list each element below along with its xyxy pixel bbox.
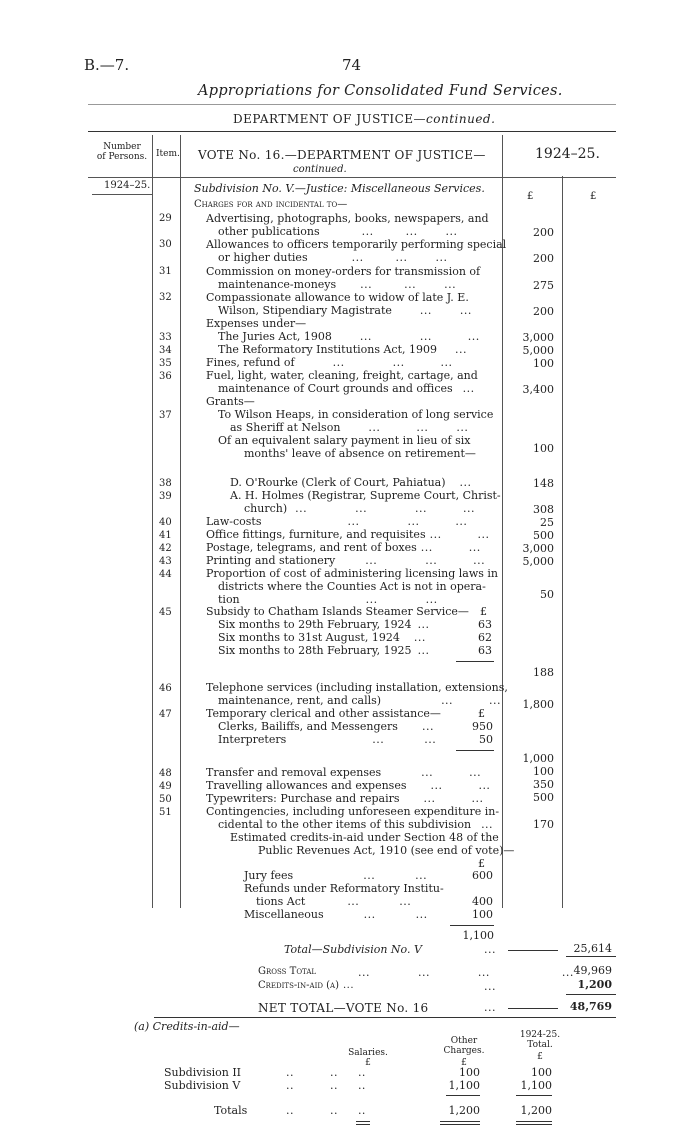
credits-rule bbox=[450, 925, 494, 926]
item-number: 33 bbox=[159, 332, 172, 343]
item-number: 42 bbox=[159, 543, 172, 554]
item-text: The Juries Act, 1908 ... ... ... bbox=[218, 330, 480, 343]
department-name: DEPARTMENT OF JUSTICE bbox=[233, 112, 414, 126]
item-text-main: Law-costs bbox=[206, 515, 262, 528]
item-number: 32 bbox=[159, 292, 172, 303]
col-item: Item. bbox=[156, 149, 180, 159]
credit-label: Miscellaneous bbox=[244, 908, 324, 921]
item-text-cont: church) bbox=[244, 502, 288, 515]
footnote-dbl-a2 bbox=[356, 1124, 370, 1125]
credit-line: Miscellaneous ... ... bbox=[244, 908, 428, 921]
item-number: 29 bbox=[159, 213, 172, 224]
net-total-value: 48,769 bbox=[569, 1000, 612, 1013]
item-number: 49 bbox=[159, 781, 172, 792]
credit-value: 600 bbox=[472, 869, 493, 882]
subdivision-total-value: 25,614 bbox=[573, 942, 612, 955]
document-ref: B.—7. bbox=[84, 56, 130, 74]
item-number: 50 bbox=[159, 794, 172, 805]
net-dots: ... bbox=[484, 1001, 496, 1014]
item-number: 47 bbox=[159, 709, 172, 720]
credit-label: Jury fees bbox=[244, 869, 294, 882]
item-text: as Sheriff at Nelson ... ... ... bbox=[230, 421, 469, 434]
item-text: Travelling allowances and expenses ... ... bbox=[206, 779, 491, 792]
item-amount: 275 bbox=[533, 279, 554, 292]
subsidy-label: Six months to 28th February, 1925 bbox=[218, 644, 412, 657]
item-amount: 308 bbox=[533, 503, 554, 516]
item-text: Subsidy to Chatham Islands Steamer Service— bbox=[206, 605, 469, 618]
col-rule-2 bbox=[180, 135, 181, 908]
item-number: 45 bbox=[159, 607, 172, 618]
item-text-cont: Wilson, Stipendiary Magistrate bbox=[218, 304, 392, 317]
item-amount: 200 bbox=[533, 252, 554, 265]
item-number: 31 bbox=[159, 266, 172, 277]
vote-continued: continued. bbox=[293, 164, 347, 175]
item-number: 43 bbox=[159, 556, 172, 567]
item-text: districts where the Counties Act is not in opera- bbox=[218, 580, 486, 593]
year-header: 1924–25. bbox=[535, 146, 600, 162]
footnote-col-year bbox=[512, 1030, 568, 1050]
footnote-col-other-1: Other bbox=[450, 1036, 478, 1046]
credit-line: Refunds under Reformatory Institu- bbox=[244, 882, 444, 895]
assist-label: Interpreters bbox=[218, 733, 287, 746]
item-text: cidental to the other items of this subdivision ... bbox=[218, 818, 494, 831]
footnote-row-label: Subdivision II bbox=[164, 1066, 242, 1079]
footnote-dbl-c1 bbox=[516, 1121, 552, 1122]
footnote-pound: £ bbox=[537, 1052, 543, 1062]
item-text: Expenses under— bbox=[206, 317, 307, 330]
header-bottom-rule bbox=[88, 177, 616, 178]
item-text: Of an equivalent salary payment in lieu of six bbox=[218, 434, 471, 447]
item-amount: 3,400 bbox=[522, 383, 554, 396]
item-number: 51 bbox=[159, 807, 172, 818]
assist-value: 950 bbox=[472, 720, 493, 733]
credits-in-aid-label: Credits-in-aid (a) ... bbox=[258, 980, 355, 991]
vote-title: VOTE No. 16.—DEPARTMENT OF JUSTICE— bbox=[198, 148, 486, 162]
item-number: 36 bbox=[159, 371, 172, 382]
page-number: 74 bbox=[342, 56, 362, 74]
item-text-cont: tion bbox=[218, 593, 240, 606]
footnote-rule-a bbox=[446, 1095, 480, 1096]
subsidy-rule bbox=[456, 661, 494, 662]
item-amount: 200 bbox=[533, 305, 554, 318]
footnote-dbl-b1 bbox=[440, 1121, 480, 1122]
item-text-main: Typewriters: Purchase and repairs bbox=[206, 792, 400, 805]
credits-heading: Public Revenues Act, 1910 (see end of vote)— bbox=[258, 844, 515, 857]
assist-value: 50 bbox=[479, 733, 493, 746]
item-text: Allowances to officers temporarily performing special bbox=[206, 238, 507, 251]
item-text-main: Office fittings, furniture, and requisites bbox=[206, 528, 426, 541]
item-text: Office fittings, furniture, and requisites ... ... bbox=[206, 528, 490, 541]
assist-label: Clerks, Bailiffs, and Messengers bbox=[218, 720, 398, 733]
persons-year-rule bbox=[92, 194, 152, 195]
item-text: Compassionate allowance to widow of late J. E. bbox=[206, 291, 469, 304]
footnote-dbl-b2 bbox=[440, 1124, 480, 1125]
item-amount: 25 bbox=[540, 516, 554, 529]
subsidy-value: 63 bbox=[478, 618, 492, 631]
table-bottom-rule bbox=[154, 1017, 616, 1018]
credit-label: tions Act bbox=[256, 895, 306, 908]
item-text: Grants— bbox=[206, 395, 255, 408]
item-text: maintenance, rent, and calls) ... ... bbox=[218, 694, 502, 707]
total-rule-b bbox=[566, 956, 616, 957]
credits-total: 1,100 bbox=[462, 929, 494, 942]
footnote-col-other bbox=[436, 1036, 492, 1056]
item-number: 30 bbox=[159, 239, 172, 250]
item-text-main: D. O'Rourke (Clerk of Court, Pahiatua) bbox=[230, 476, 446, 489]
total-rule-a bbox=[508, 950, 558, 951]
credit-value: 400 bbox=[472, 895, 493, 908]
gross-dots: ... ... ... ... bbox=[358, 966, 574, 979]
item-number: 39 bbox=[159, 491, 172, 502]
subsidy-label: Six months to 31st August, 1924 bbox=[218, 631, 400, 644]
footnote-rule-b bbox=[516, 1095, 552, 1096]
item-amount: 500 bbox=[533, 529, 554, 542]
item-text: Proportion of cost of administering licensing laws in bbox=[206, 567, 499, 580]
item-amount: 100 bbox=[533, 357, 554, 370]
footnote-other: 100 bbox=[459, 1066, 480, 1079]
net-total-label: NET TOTAL—VOTE No. 16 bbox=[258, 1001, 429, 1015]
assist-pound: £ bbox=[478, 707, 485, 720]
item-amount: 100 bbox=[533, 442, 554, 455]
col-rule-1 bbox=[152, 135, 153, 908]
total-dots: ... bbox=[484, 943, 496, 956]
subsidy-pound: £ bbox=[480, 605, 487, 618]
footnote-totals-total: 1,200 bbox=[520, 1104, 552, 1117]
assist-line: Clerks, Bailiffs, and Messengers ... bbox=[218, 720, 434, 733]
item-text-cont: maintenance-moneys bbox=[218, 278, 337, 291]
item-number: 35 bbox=[159, 358, 172, 369]
assist-rule bbox=[456, 750, 494, 751]
subsidy-total: 188 bbox=[533, 666, 554, 679]
footnote-row-label: Subdivision V bbox=[164, 1079, 241, 1092]
item-text: Temporary clerical and other assistance— bbox=[206, 707, 441, 720]
item-text: Fuel, light, water, cleaning, freight, cartage, and bbox=[206, 369, 478, 382]
item-number: 48 bbox=[159, 768, 172, 779]
department-heading bbox=[233, 112, 495, 126]
credits-dots: ... bbox=[484, 980, 496, 993]
item-text: other publications ... ... ... bbox=[218, 225, 458, 238]
footnote-col-salaries: Salaries. bbox=[348, 1048, 388, 1058]
item-text-cont: maintenance, rent, and calls) bbox=[218, 694, 382, 707]
item-amount: 3,000 bbox=[522, 542, 554, 555]
item-number: 38 bbox=[159, 478, 172, 489]
subsidy-line: Six months to 31st August, 1924 ... bbox=[218, 631, 426, 644]
item-text-main: Printing and stationery bbox=[206, 554, 336, 567]
item-amount: 5,000 bbox=[522, 344, 554, 357]
gross-total-label: Gross Total bbox=[258, 966, 317, 977]
item-text: Commission on money-orders for transmission of bbox=[206, 265, 481, 278]
item-text-main: The Juries Act, 1908 bbox=[218, 330, 332, 343]
credits-in-aid-text: Credits-in-aid (a) bbox=[258, 980, 339, 991]
gross-total-value: 49,969 bbox=[573, 964, 612, 977]
charges-heading: Charges for and incidental to— bbox=[194, 199, 348, 210]
item-amount: 100 bbox=[533, 765, 554, 778]
item-text-cont: maintenance of Court grounds and offices bbox=[218, 382, 453, 395]
pound-col-a: £ bbox=[527, 191, 534, 202]
item-text: Printing and stationery ... ... ... bbox=[206, 554, 486, 567]
credits-in-aid-value: 1,200 bbox=[577, 978, 612, 991]
item-text: maintenance-moneys ... ... ... bbox=[218, 278, 457, 291]
item-text-main: The Reformatory Institutions Act, 1909 bbox=[218, 343, 437, 356]
item-text: D. O'Rourke (Clerk of Court, Pahiatua) ... bbox=[230, 476, 472, 489]
footnote-dbl-a1 bbox=[356, 1121, 370, 1122]
footnote-col-other-2: Charges. bbox=[443, 1046, 485, 1056]
item-text: Transfer and removal expenses ... ... bbox=[206, 766, 482, 779]
footnote-dots: .. .. .. bbox=[286, 1079, 366, 1092]
item-number: 44 bbox=[159, 569, 172, 580]
item-number: 41 bbox=[159, 530, 172, 541]
footnote-total: 100 bbox=[531, 1066, 552, 1079]
credit-value: 100 bbox=[472, 908, 493, 921]
subsidy-value: 62 bbox=[478, 631, 492, 644]
item-text: tion ... ... bbox=[218, 593, 438, 606]
item-text: months' leave of absence on retirement— bbox=[244, 447, 476, 460]
item-text-cont: cidental to the other items of this subdivision bbox=[218, 818, 472, 831]
persons-year: 1924–25. bbox=[104, 180, 151, 191]
item-text-cont: or higher duties bbox=[218, 251, 308, 264]
item-text-cont: other publications bbox=[218, 225, 320, 238]
item-amount: 200 bbox=[533, 226, 554, 239]
subdivision-total-label: Total—Subdivision No. V bbox=[284, 943, 422, 956]
item-amount: 3,000 bbox=[522, 331, 554, 344]
item-number: 40 bbox=[159, 517, 172, 528]
item-text: Wilson, Stipendiary Magistrate ... ... bbox=[218, 304, 472, 317]
footnote-heading: (a) Credits-in-aid— bbox=[134, 1020, 240, 1033]
credits-pound: £ bbox=[478, 857, 485, 870]
footnote-dbl-c2 bbox=[516, 1124, 552, 1125]
footnote-pound: £ bbox=[365, 1058, 371, 1068]
header-rule bbox=[88, 104, 616, 105]
subsidy-line: Six months to 29th February, 1924 ... bbox=[218, 618, 430, 631]
footnote-col-year-1: 1924-25. bbox=[519, 1030, 561, 1040]
item-text-main: Fines, refund of bbox=[206, 356, 295, 369]
item-text: church) ... ... ... ... bbox=[244, 502, 475, 515]
col-number-line2: of Persons. bbox=[96, 152, 148, 162]
assist-total: 1,000 bbox=[522, 752, 554, 765]
credit-line: tions Act ... ... bbox=[256, 895, 412, 908]
item-text-cont: as Sheriff at Nelson bbox=[230, 421, 341, 434]
item-text: or higher duties ... ... ... bbox=[218, 251, 448, 264]
credits-heading: Estimated credits-in-aid under Section 48 of the bbox=[230, 831, 499, 844]
subdivision-heading: Subdivision No. V.—Justice: Miscellaneous Services. bbox=[194, 182, 485, 195]
item-text: maintenance of Court grounds and offices ... bbox=[218, 382, 475, 395]
item-text: A. H. Holmes (Registrar, Supreme Court, Christ- bbox=[230, 489, 501, 502]
item-text: To Wilson Heaps, in consideration of long service bbox=[218, 408, 494, 421]
item-amount: 500 bbox=[533, 791, 554, 804]
item-text: Advertising, photographs, books, newspapers, and bbox=[206, 212, 489, 225]
subsidy-line: Six months to 28th February, 1925 ... bbox=[218, 644, 430, 657]
item-amount: 5,000 bbox=[522, 555, 554, 568]
item-amount: 350 bbox=[533, 778, 554, 791]
department-continued: —continued. bbox=[413, 112, 496, 126]
item-text-main: Postage, telegrams, and rent of boxes bbox=[206, 541, 417, 554]
footnote-totals-label: Totals bbox=[214, 1104, 248, 1117]
item-text: Contingencies, including unforeseen expenditure in- bbox=[206, 805, 500, 818]
item-number: 46 bbox=[159, 683, 172, 694]
item-number: 34 bbox=[159, 345, 172, 356]
footnote-totals-other: 1,200 bbox=[448, 1104, 480, 1117]
footnote-total: 1,100 bbox=[520, 1079, 552, 1092]
footnote-dots: .. .. .. bbox=[286, 1104, 366, 1117]
item-text: Postage, telegrams, and rent of boxes ... ... bbox=[206, 541, 481, 554]
pound-col-b: £ bbox=[590, 191, 597, 202]
item-text-main: Travelling allowances and expenses bbox=[206, 779, 407, 792]
net-rule bbox=[566, 994, 616, 995]
assist-line: Interpreters ... ... bbox=[218, 733, 437, 746]
subdivision-total-row bbox=[284, 943, 422, 956]
subsidy-value: 63 bbox=[478, 644, 492, 657]
item-number: 37 bbox=[159, 410, 172, 421]
subsidy-label: Six months to 29th February, 1924 bbox=[218, 618, 412, 631]
table-top-rule bbox=[88, 131, 616, 132]
item-amount: 148 bbox=[533, 477, 554, 490]
item-text: Typewriters: Purchase and repairs ... ... bbox=[206, 792, 484, 805]
page-title: Appropriations for Consolidated Fund Services. bbox=[198, 83, 563, 99]
item-amount: 50 bbox=[540, 588, 554, 601]
footnote-pound: £ bbox=[461, 1058, 467, 1068]
item-amount: 1,800 bbox=[522, 698, 554, 711]
col-number-of-persons bbox=[92, 142, 152, 162]
item-text-main: Transfer and removal expenses bbox=[206, 766, 382, 779]
credit-line: Jury fees ... ... bbox=[244, 869, 428, 882]
footnote-col-year-2: Total. bbox=[527, 1040, 553, 1050]
col-number-line1: Number bbox=[103, 142, 141, 152]
footnote-other: 1,100 bbox=[448, 1079, 480, 1092]
col-rule-4 bbox=[562, 176, 563, 908]
item-text: The Reformatory Institutions Act, 1909 ... bbox=[218, 343, 467, 356]
footnote-dots: .. .. .. bbox=[286, 1066, 366, 1079]
item-text: Law-costs ... ... ... bbox=[206, 515, 468, 528]
item-text: Fines, refund of ... ... ... bbox=[206, 356, 453, 369]
item-text: Telephone services (including installation, extensions, bbox=[206, 681, 508, 694]
net-rule-a bbox=[508, 1008, 558, 1009]
item-amount: 170 bbox=[533, 818, 554, 831]
